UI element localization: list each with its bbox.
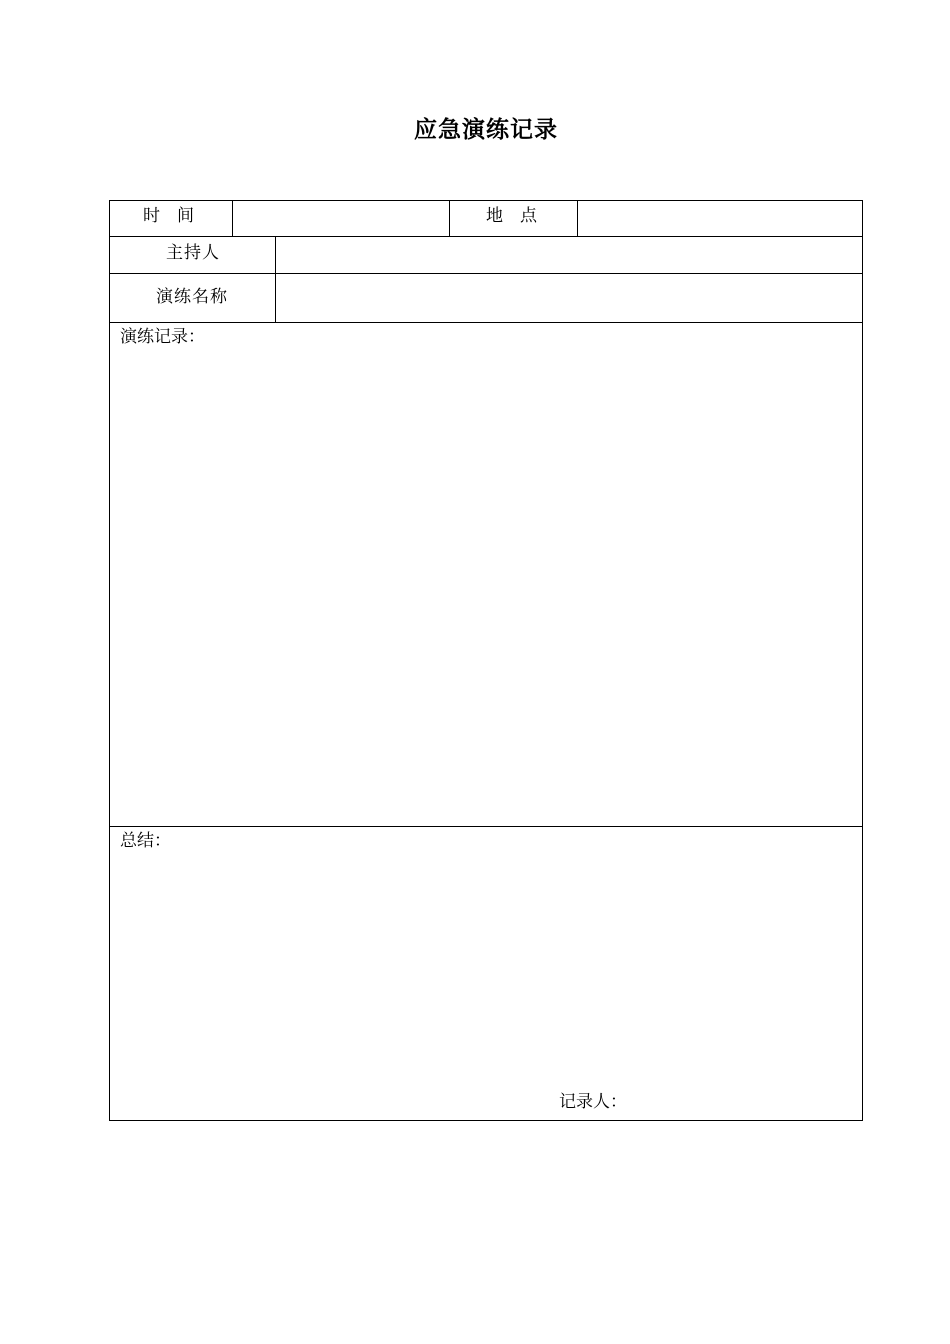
- host-label: 主持人: [166, 243, 220, 263]
- time-label: 时 间: [143, 206, 194, 226]
- form-border-right: [862, 200, 863, 1121]
- recorder-field[interactable]: [629, 1088, 849, 1116]
- document-title: 应急演练记录: [414, 117, 558, 143]
- row1-divider-b: [449, 200, 450, 237]
- row-divider-3: [109, 322, 863, 323]
- time-field[interactable]: [233, 201, 449, 236]
- summary-field[interactable]: [110, 854, 862, 1084]
- drill-name-field[interactable]: [276, 274, 862, 322]
- row-divider-4: [109, 826, 863, 827]
- drill-record-field[interactable]: [110, 350, 862, 826]
- summary-label: 总结：: [120, 831, 171, 851]
- form-border-bottom: [109, 1120, 863, 1121]
- drill-record-label: 演练记录：: [120, 327, 205, 347]
- location-label: 地 点: [486, 206, 537, 226]
- drill-name-label: 演练名称: [156, 287, 228, 307]
- recorder-label: 记录人：: [559, 1092, 627, 1112]
- drill-record-form: [109, 200, 863, 1121]
- location-field[interactable]: [578, 201, 862, 236]
- host-field[interactable]: [276, 237, 862, 273]
